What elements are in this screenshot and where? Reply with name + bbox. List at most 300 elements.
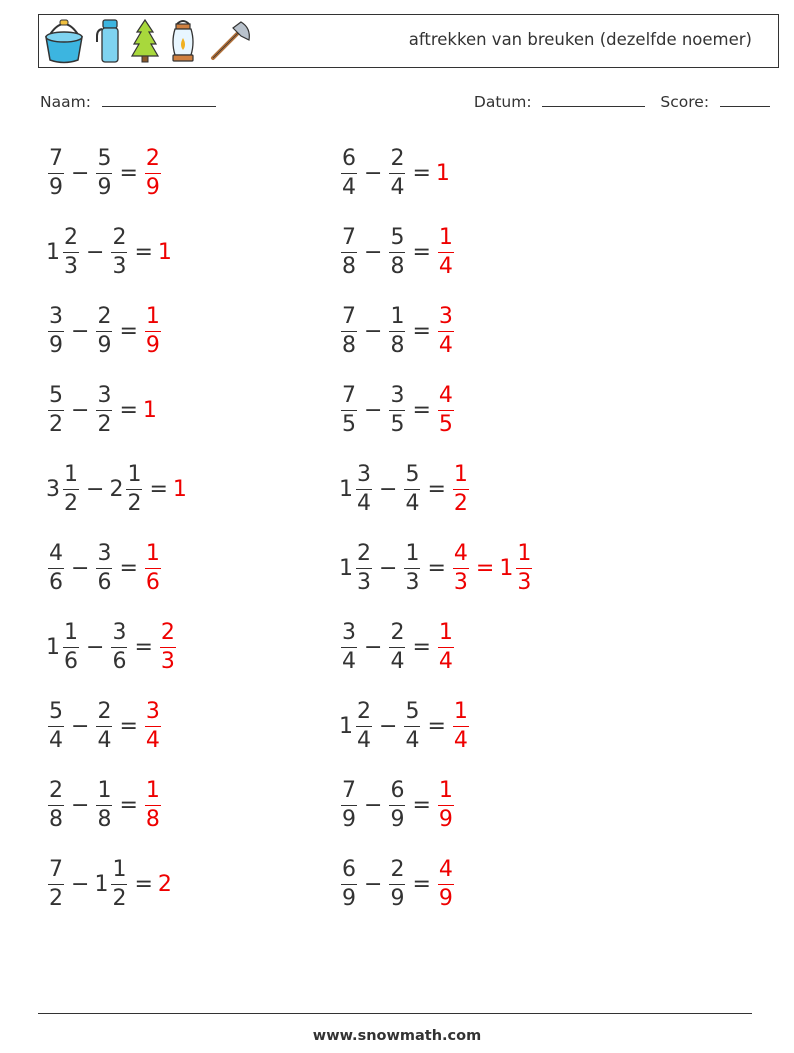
denominator: 9 bbox=[438, 806, 453, 832]
denominator: 2 bbox=[49, 411, 63, 437]
denominator: 4 bbox=[453, 727, 468, 753]
minuend bbox=[46, 382, 66, 437]
denominator: 9 bbox=[390, 806, 405, 832]
numerator: 2 bbox=[97, 698, 112, 724]
problem-item bbox=[46, 538, 163, 598]
fraction bbox=[145, 145, 161, 200]
answer-value bbox=[436, 777, 456, 832]
problem-item bbox=[339, 617, 456, 677]
denominator: 4 bbox=[405, 727, 420, 753]
problem-item bbox=[339, 459, 471, 519]
fraction bbox=[48, 540, 64, 595]
whole-number: 1 bbox=[94, 871, 109, 897]
subtrahend bbox=[387, 777, 407, 832]
denominator: 9 bbox=[342, 806, 356, 832]
minuend bbox=[46, 224, 81, 279]
numerator: 4 bbox=[453, 540, 468, 566]
minuend bbox=[46, 540, 66, 595]
fraction bbox=[145, 698, 161, 753]
numerator: 7 bbox=[49, 145, 63, 171]
whole-number: 1 bbox=[46, 239, 60, 265]
fraction bbox=[96, 382, 112, 437]
answer bbox=[143, 777, 163, 832]
denominator: 8 bbox=[97, 806, 112, 832]
denominator: 9 bbox=[97, 174, 112, 200]
denominator: 3 bbox=[405, 569, 420, 595]
fraction bbox=[341, 619, 357, 674]
denominator: 9 bbox=[49, 332, 63, 358]
equals-sign: = bbox=[412, 318, 431, 344]
problem-item bbox=[339, 143, 451, 203]
numerator: 1 bbox=[438, 224, 453, 250]
answer bbox=[436, 161, 451, 186]
minuend bbox=[339, 461, 374, 516]
fraction bbox=[160, 619, 176, 674]
fraction bbox=[356, 540, 372, 595]
denominator: 8 bbox=[145, 806, 160, 832]
denominator: 4 bbox=[342, 174, 356, 200]
denominator: 2 bbox=[453, 490, 468, 516]
fraction bbox=[96, 145, 112, 200]
numerator: 5 bbox=[405, 461, 420, 487]
fraction bbox=[126, 461, 142, 516]
numerator: 2 bbox=[145, 145, 160, 171]
date-line[interactable] bbox=[542, 93, 645, 107]
minuend bbox=[339, 619, 359, 674]
minus-sign: − bbox=[86, 476, 105, 502]
denominator: 6 bbox=[49, 569, 63, 595]
problem-item bbox=[46, 854, 173, 914]
whole-number: 1 bbox=[339, 713, 353, 739]
answer-value bbox=[436, 856, 456, 911]
lantern-icon bbox=[167, 18, 199, 64]
problem-item bbox=[339, 775, 456, 835]
minus-sign: − bbox=[379, 476, 398, 502]
whole-number: 1 bbox=[339, 555, 353, 581]
denominator: 4 bbox=[357, 490, 371, 516]
fraction bbox=[63, 224, 79, 279]
minus-sign: − bbox=[364, 871, 383, 897]
subtrahend bbox=[387, 145, 407, 200]
minus-sign: − bbox=[364, 634, 383, 660]
problem-item bbox=[339, 854, 456, 914]
denominator: 6 bbox=[64, 648, 78, 674]
answer bbox=[436, 856, 456, 911]
denominator: 3 bbox=[453, 569, 468, 595]
answer bbox=[143, 698, 163, 753]
numerator: 3 bbox=[49, 303, 63, 329]
answer bbox=[143, 398, 158, 423]
denominator: 4 bbox=[390, 648, 405, 674]
minus-sign: − bbox=[364, 160, 383, 186]
fraction bbox=[453, 698, 469, 753]
denominator: 9 bbox=[342, 885, 356, 911]
denominator: 3 bbox=[517, 569, 532, 595]
denominator: 4 bbox=[438, 332, 453, 358]
answer-value bbox=[143, 145, 163, 200]
minus-sign: − bbox=[71, 555, 90, 581]
fraction bbox=[96, 303, 112, 358]
numerator: 1 bbox=[390, 303, 405, 329]
answer-value bbox=[436, 161, 451, 186]
denominator: 5 bbox=[390, 411, 405, 437]
equals-sign: = bbox=[412, 160, 431, 186]
minuend bbox=[339, 145, 359, 200]
answer-value bbox=[143, 303, 163, 358]
subtrahend bbox=[94, 698, 114, 753]
fraction bbox=[389, 145, 405, 200]
equals-sign: = bbox=[475, 555, 495, 581]
problem-item bbox=[46, 696, 163, 756]
fraction bbox=[438, 856, 454, 911]
numerator: 2 bbox=[160, 619, 175, 645]
fraction bbox=[145, 777, 161, 832]
minuend bbox=[46, 303, 66, 358]
whole-number: 1 bbox=[142, 397, 157, 423]
numerator: 4 bbox=[438, 382, 453, 408]
denominator: 4 bbox=[390, 174, 405, 200]
fraction bbox=[389, 619, 405, 674]
answer-value bbox=[451, 461, 471, 516]
fraction bbox=[453, 540, 469, 595]
fraction bbox=[48, 856, 64, 911]
answer-value bbox=[143, 398, 158, 423]
equals-sign: = bbox=[412, 871, 431, 897]
problem-item bbox=[46, 301, 163, 361]
minuend bbox=[46, 145, 66, 200]
denominator: 3 bbox=[112, 253, 127, 279]
fraction bbox=[96, 777, 112, 832]
minuend bbox=[46, 777, 66, 832]
date-label: Datum: bbox=[473, 93, 532, 111]
numerator: 5 bbox=[390, 224, 405, 250]
numerator: 3 bbox=[390, 382, 405, 408]
problem-item bbox=[339, 301, 456, 361]
equals-sign: = bbox=[412, 634, 431, 660]
numerator: 1 bbox=[517, 540, 532, 566]
answer-value bbox=[436, 619, 456, 674]
subtrahend bbox=[387, 382, 407, 437]
numerator: 2 bbox=[49, 777, 63, 803]
fraction bbox=[438, 619, 454, 674]
worksheet-header bbox=[38, 14, 779, 68]
whole-number: 1 bbox=[157, 239, 172, 265]
fraction bbox=[404, 461, 420, 516]
bucket-icon bbox=[43, 18, 85, 64]
numerator: 1 bbox=[64, 619, 78, 645]
denominator: 2 bbox=[64, 490, 78, 516]
equals-sign: = bbox=[427, 476, 446, 502]
minus-sign: − bbox=[71, 318, 90, 344]
equals-sign: = bbox=[119, 318, 138, 344]
denominator: 9 bbox=[145, 332, 160, 358]
subtrahend bbox=[94, 303, 114, 358]
answer-value bbox=[143, 698, 163, 753]
subtrahend bbox=[387, 619, 407, 674]
fraction bbox=[356, 461, 372, 516]
numerator: 1 bbox=[145, 540, 160, 566]
fraction bbox=[96, 540, 112, 595]
numerator: 7 bbox=[342, 303, 356, 329]
denominator: 8 bbox=[342, 253, 356, 279]
answer bbox=[451, 698, 471, 753]
pine-tree-icon bbox=[131, 18, 159, 64]
denominator: 6 bbox=[112, 648, 127, 674]
numerator: 5 bbox=[49, 698, 63, 724]
whole-number: 1 bbox=[435, 160, 450, 186]
numerator: 5 bbox=[97, 145, 112, 171]
numerator: 1 bbox=[127, 461, 142, 487]
minuend bbox=[339, 303, 359, 358]
numerator: 2 bbox=[357, 540, 371, 566]
date-score-fields bbox=[474, 93, 770, 111]
answer bbox=[143, 303, 163, 358]
answer-value bbox=[451, 698, 471, 753]
answer bbox=[158, 872, 173, 897]
problem-item bbox=[46, 617, 178, 677]
equals-sign: = bbox=[427, 555, 446, 581]
fraction bbox=[63, 619, 79, 674]
minus-sign: − bbox=[71, 871, 90, 897]
numerator: 2 bbox=[390, 619, 405, 645]
equals-sign: = bbox=[427, 713, 446, 739]
minus-sign: − bbox=[71, 160, 90, 186]
fraction bbox=[516, 540, 532, 595]
denominator: 5 bbox=[342, 411, 356, 437]
name-line[interactable] bbox=[102, 93, 216, 107]
minuend bbox=[339, 382, 359, 437]
numerator: 7 bbox=[342, 382, 356, 408]
answer bbox=[436, 777, 456, 832]
answer-value bbox=[158, 240, 173, 265]
fraction bbox=[341, 382, 357, 437]
minus-sign: − bbox=[71, 792, 90, 818]
fraction bbox=[341, 224, 357, 279]
numerator: 7 bbox=[342, 224, 356, 250]
whole-number: 2 bbox=[157, 871, 172, 897]
whole-number: 1 bbox=[172, 476, 187, 502]
name-field bbox=[40, 93, 216, 111]
subtrahend bbox=[402, 461, 422, 516]
denominator: 9 bbox=[390, 885, 405, 911]
fraction bbox=[389, 777, 405, 832]
minus-sign: − bbox=[364, 792, 383, 818]
subtrahend bbox=[109, 619, 129, 674]
denominator: 8 bbox=[49, 806, 63, 832]
numerator: 1 bbox=[145, 303, 160, 329]
minus-sign: − bbox=[71, 713, 90, 739]
answer-value bbox=[451, 540, 471, 595]
answer bbox=[436, 619, 456, 674]
answer-value bbox=[499, 540, 534, 595]
answer-value bbox=[173, 477, 188, 502]
whole-number: 3 bbox=[46, 476, 60, 502]
problem-item bbox=[46, 222, 173, 282]
subtrahend bbox=[94, 145, 114, 200]
answer-value bbox=[436, 382, 456, 437]
minuend bbox=[339, 540, 374, 595]
equals-sign: = bbox=[134, 634, 153, 660]
answer bbox=[436, 224, 456, 279]
numerator: 2 bbox=[64, 224, 78, 250]
denominator: 3 bbox=[160, 648, 175, 674]
denominator: 8 bbox=[342, 332, 356, 358]
equals-sign: = bbox=[149, 476, 168, 502]
thermos-icon bbox=[93, 18, 123, 64]
fraction bbox=[438, 777, 454, 832]
answer bbox=[143, 145, 163, 200]
answer bbox=[451, 540, 534, 595]
minuend bbox=[339, 777, 359, 832]
answer bbox=[173, 477, 188, 502]
answer bbox=[158, 240, 173, 265]
minuend bbox=[339, 224, 359, 279]
numerator: 3 bbox=[342, 619, 356, 645]
fraction bbox=[341, 777, 357, 832]
denominator: 4 bbox=[342, 648, 356, 674]
answer bbox=[143, 540, 163, 595]
subtrahend bbox=[402, 540, 422, 595]
worksheet-title: aftrekken van breuken (dezelfde noemer) bbox=[408, 30, 752, 49]
fraction bbox=[48, 698, 64, 753]
denominator: 2 bbox=[112, 885, 127, 911]
numerator: 2 bbox=[97, 303, 112, 329]
numerator: 3 bbox=[145, 698, 160, 724]
fraction bbox=[453, 461, 469, 516]
minus-sign: − bbox=[71, 397, 90, 423]
fraction bbox=[341, 145, 357, 200]
fraction bbox=[438, 224, 454, 279]
denominator: 4 bbox=[145, 727, 160, 753]
score-line[interactable] bbox=[720, 93, 770, 107]
answer-value bbox=[158, 872, 173, 897]
numerator: 5 bbox=[49, 382, 63, 408]
equals-sign: = bbox=[412, 397, 431, 423]
answer bbox=[436, 303, 456, 358]
denominator: 4 bbox=[438, 648, 453, 674]
minus-sign: − bbox=[364, 397, 383, 423]
score-label: Score: bbox=[660, 93, 710, 111]
fraction bbox=[438, 382, 454, 437]
whole-number: 1 bbox=[499, 555, 514, 581]
fraction bbox=[145, 540, 161, 595]
header-icons bbox=[43, 18, 253, 64]
numerator: 3 bbox=[438, 303, 453, 329]
minus-sign: − bbox=[379, 713, 398, 739]
minuend bbox=[46, 461, 81, 516]
problem-item bbox=[46, 459, 188, 519]
denominator: 4 bbox=[405, 490, 420, 516]
name-label: Naam: bbox=[40, 93, 91, 111]
numerator: 5 bbox=[405, 698, 420, 724]
numerator: 1 bbox=[97, 777, 112, 803]
numerator: 1 bbox=[453, 698, 468, 724]
denominator: 4 bbox=[357, 727, 371, 753]
answer-value bbox=[436, 303, 456, 358]
denominator: 6 bbox=[97, 569, 112, 595]
subtrahend bbox=[387, 303, 407, 358]
numerator: 6 bbox=[342, 145, 356, 171]
equals-sign: = bbox=[119, 792, 138, 818]
numerator: 1 bbox=[438, 777, 453, 803]
fraction bbox=[48, 303, 64, 358]
answer-value bbox=[436, 224, 456, 279]
whole-number: 2 bbox=[109, 476, 124, 502]
numerator: 4 bbox=[49, 540, 63, 566]
axe-icon bbox=[207, 18, 253, 64]
fraction bbox=[341, 303, 357, 358]
denominator: 6 bbox=[145, 569, 160, 595]
numerator: 3 bbox=[97, 540, 112, 566]
numerator: 6 bbox=[342, 856, 356, 882]
numerator: 2 bbox=[390, 856, 405, 882]
numerator: 3 bbox=[357, 461, 371, 487]
fraction bbox=[111, 619, 127, 674]
numerator: 6 bbox=[390, 777, 405, 803]
denominator: 9 bbox=[145, 174, 160, 200]
numerator: 1 bbox=[64, 461, 78, 487]
subtrahend bbox=[94, 382, 114, 437]
fraction bbox=[404, 698, 420, 753]
answer-value bbox=[143, 777, 163, 832]
numerator: 2 bbox=[390, 145, 405, 171]
denominator: 4 bbox=[438, 253, 453, 279]
numerator: 1 bbox=[112, 856, 127, 882]
fraction bbox=[341, 856, 357, 911]
equals-sign: = bbox=[134, 871, 153, 897]
fraction bbox=[404, 540, 420, 595]
numerator: 2 bbox=[112, 224, 127, 250]
denominator: 4 bbox=[97, 727, 112, 753]
answer bbox=[451, 461, 471, 516]
answer bbox=[436, 382, 456, 437]
fraction bbox=[63, 461, 79, 516]
subtrahend bbox=[387, 856, 407, 911]
denominator: 2 bbox=[97, 411, 112, 437]
equals-sign: = bbox=[412, 792, 431, 818]
fraction bbox=[48, 145, 64, 200]
minuend bbox=[339, 856, 359, 911]
numerator: 1 bbox=[405, 540, 420, 566]
denominator: 8 bbox=[390, 253, 405, 279]
fraction bbox=[111, 224, 127, 279]
subtrahend bbox=[387, 224, 407, 279]
equals-sign: = bbox=[119, 555, 138, 581]
denominator: 9 bbox=[438, 885, 453, 911]
minuend bbox=[339, 698, 374, 753]
denominator: 9 bbox=[49, 174, 63, 200]
denominator: 5 bbox=[438, 411, 453, 437]
equals-sign: = bbox=[134, 239, 153, 265]
fraction bbox=[389, 856, 405, 911]
numerator: 7 bbox=[342, 777, 356, 803]
equals-sign: = bbox=[119, 713, 138, 739]
numerator: 1 bbox=[145, 777, 160, 803]
subtrahend bbox=[94, 777, 114, 832]
problem-item bbox=[339, 380, 456, 440]
problem-item bbox=[46, 143, 163, 203]
answer bbox=[158, 619, 178, 674]
footer-site: www.snowmath.com bbox=[312, 1028, 482, 1044]
minus-sign: − bbox=[364, 239, 383, 265]
denominator: 9 bbox=[97, 332, 112, 358]
fraction bbox=[389, 303, 405, 358]
minus-sign: − bbox=[379, 555, 398, 581]
equals-sign: = bbox=[119, 160, 138, 186]
numerator: 7 bbox=[49, 856, 63, 882]
numerator: 4 bbox=[438, 856, 453, 882]
fraction bbox=[48, 777, 64, 832]
